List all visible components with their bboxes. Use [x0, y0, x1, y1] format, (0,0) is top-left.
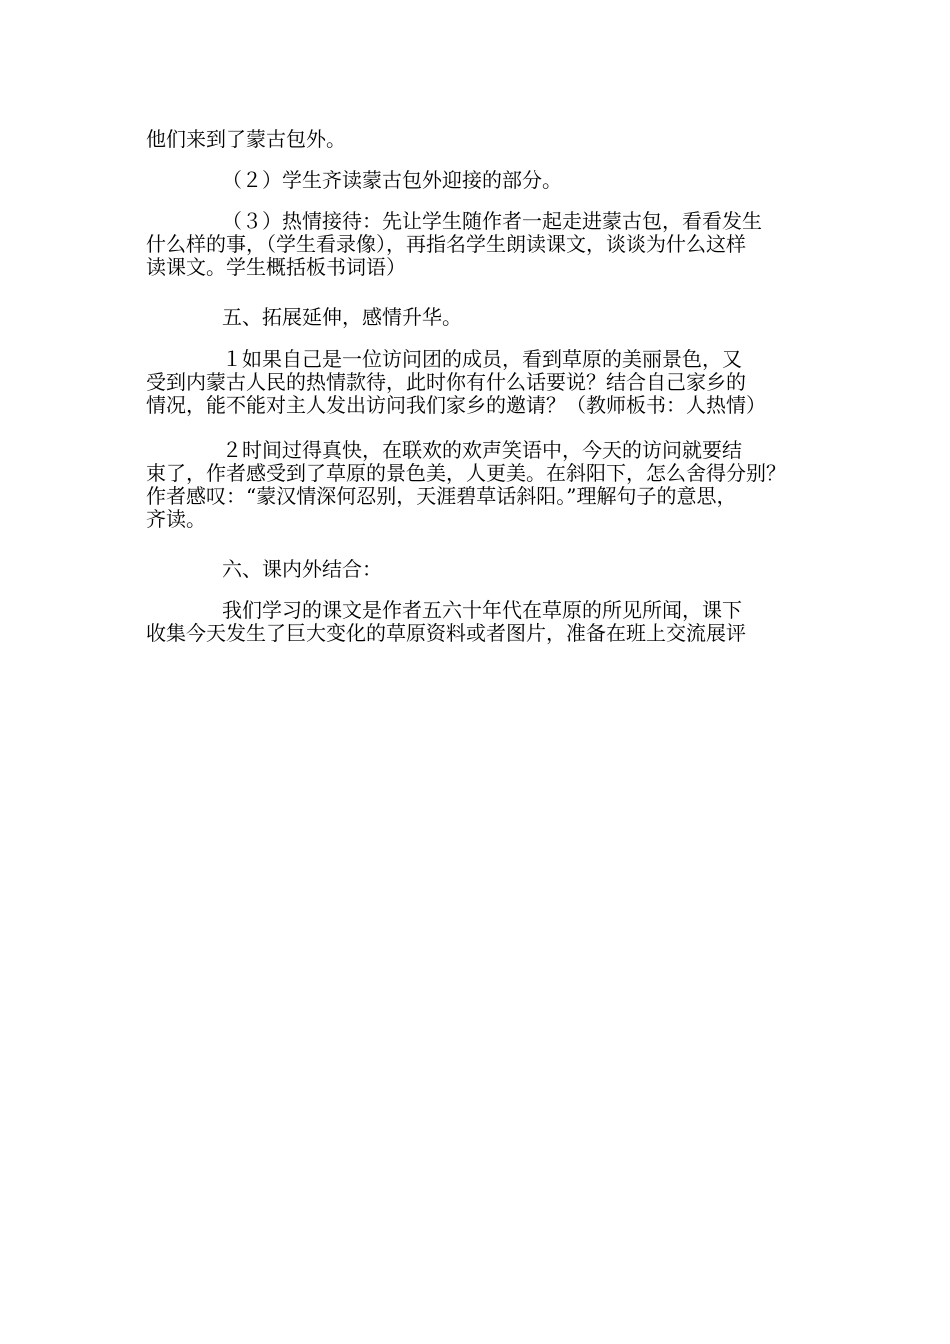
paragraph-step-2: （２）学生齐读蒙古包外迎接的部分。 — [222, 168, 562, 192]
paragraph-item-2: ２时间过得真快，在联欢的欢声笑语中，今天的访问就要结 束了，作者感受到了草原的景色美，人更美。在斜阳下，怎么舍得分别？ 作者感叹：“蒙汉情深何忍别，天涯碧草话斜阳。”理解句子的意思， 齐读。 — [146, 438, 786, 531]
paragraph-step-3: （３）热情接待：先让学生随作者一起走进蒙古包，看看发生 什么样的事，（学生看录像），再指名学生朗读课文，谈谈为什么这样 读课文。学生概括板书词语） — [146, 209, 762, 279]
section-heading-5: 五、拓展延伸，感情升华。 — [222, 305, 462, 329]
paragraph-intro-continuation: 他们来到了蒙古包外。 — [146, 127, 346, 151]
paragraph-homework: 我们学习的课文是作者五六十年代在草原的所见所闻，课下 收集今天发生了巨大变化的草原资料或者图片，准备在班上交流展评 — [146, 598, 746, 645]
section-heading-6: 六、课内外结合： — [222, 557, 382, 581]
paragraph-item-1: １如果自己是一位访问团的成员，看到草原的美丽景色，又 受到内蒙古人民的热情款待，此时你有什么话要说？结合自己家乡的 情况，能不能对主人发出访问我们家乡的邀请？（教师板书：人热情） — [146, 347, 766, 417]
